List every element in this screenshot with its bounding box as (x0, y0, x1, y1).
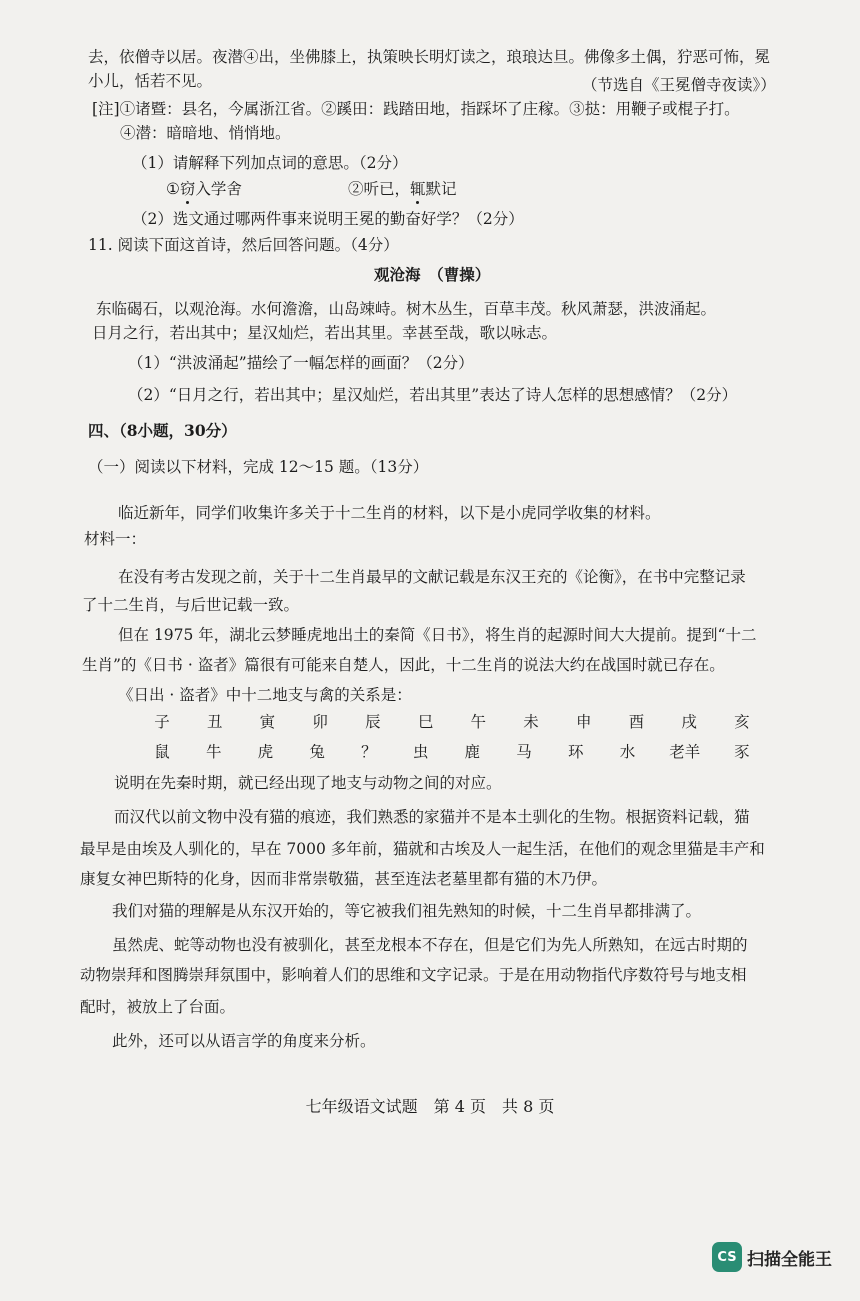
paragraph: 临近新年，同学们收集许多关于十二生肖的材料，以下是小虎同学收集的材料。 (118, 504, 661, 522)
dotted-word: 辄 (410, 180, 426, 198)
animal-cell: 兔 (309, 743, 325, 761)
paragraph: 说明在先秦时期，就已经出现了地支与动物之间的对应。 (114, 774, 502, 792)
earthly-branches-row (152, 711, 752, 733)
paragraph: 配时，被放上了台面。 (80, 998, 236, 1016)
item-text: 入学舍 (195, 180, 242, 198)
question-11: 11. 阅读下面这首诗，然后回答问题。（4分） (88, 236, 399, 254)
question-10-2: （2）选文通过哪两件事来说明王冕的勤奋好学？（2分） (132, 210, 524, 228)
branch-cell: 午 (470, 713, 487, 731)
paragraph: 《日出 · 盗者》中十二地支与禽的关系是： (118, 686, 412, 704)
question-11-1: （1）“洪波涌起”描绘了一幅怎样的画面？（2分） (128, 354, 474, 372)
animal-cell: 豕 (734, 743, 750, 761)
material-label: 材料一： (84, 530, 147, 548)
animal-cell: 水 (619, 743, 636, 761)
page-footer: 七年级语文试题 第 4 页 共 8 页 (305, 1097, 555, 1116)
animal-cell: 牛 (205, 743, 222, 761)
word-item-1 (166, 178, 242, 200)
branch-cell: 巳 (417, 713, 434, 731)
animal-cell: 老羊 (669, 743, 701, 761)
camscanner-logo-icon: CS (712, 1242, 742, 1272)
dotted-word: 窃 (179, 180, 196, 198)
question-10-1: （1）请解释下列加点词的意思。（2分） (132, 154, 408, 172)
animal-cell: 虎 (257, 743, 274, 761)
paragraph: 动物崇拜和图腾崇拜氛围中，影响着人们的思维和文字记录。于是在用动物指代序数符号与地支相 (80, 966, 747, 984)
branch-cell: 卯 (312, 713, 328, 731)
section-heading: 四、（8小题，30分） (88, 421, 237, 440)
paragraph: 我们对猫的理解是从东汉开始的，等它被我们祖先熟知的时候，十二生肖早都排满了。 (112, 902, 702, 920)
note-line: ④潜：暗暗地、悄悄地。 (120, 124, 291, 142)
item-text: 默记 (425, 180, 457, 198)
question-11-2: （2）“日月之行，若出其中；星汉灿烂，若出其里”表达了诗人怎样的思想感情？（2分） (128, 386, 738, 404)
branch-cell: 辰 (365, 713, 381, 731)
branch-cell: 丑 (206, 713, 223, 731)
item-number: ① (166, 180, 180, 198)
paragraph: 而汉代以前文物中没有猫的痕迹，我们熟悉的家猫并不是本土驯化的生物。根据资料记载，猫 (114, 808, 750, 826)
item-text: ②听已， (348, 180, 411, 198)
animal-cell: 鹿 (464, 743, 481, 761)
poem-title: 观沧海 （曹操） (374, 265, 491, 284)
note-line: [注]①诸暨：县名，今属浙江省。②蹊田：践踏田地，指踩坏了庄稼。③挞：用鞭子或棍子打。 (92, 100, 740, 118)
branch-cell: 寅 (259, 713, 276, 731)
animal-cell: 马 (516, 743, 532, 761)
branch-cell: 戌 (681, 713, 697, 731)
animal-cell: 虫 (412, 743, 429, 761)
branch-cell: 未 (523, 713, 539, 731)
paragraph: 虽然虎、蛇等动物也没有被驯化，甚至龙根本不存在，但是它们为先人所熟知，在远古时期的 (112, 936, 748, 954)
word-item-2 (348, 178, 457, 200)
source-citation: （节选自《王冕僧寺夜读》） (582, 76, 776, 94)
scanner-watermark (712, 1242, 832, 1272)
paragraph: 康复女神巴斯特的化身，因而非常崇敬猫，甚至连法老墓里都有猫的木乃伊。 (80, 870, 608, 888)
animals-row (152, 741, 752, 763)
scanner-brand-name: 扫描全能王 (747, 1249, 832, 1270)
paragraph: 在没有考古发现之前，关于十二生肖最早的文献记载是东汉王充的《论衡》，在书中完整记录 (118, 568, 746, 586)
poem-line: 东临碣石，以观沧海。水何澹澹，山岛竦峙。树木丛生，百草丰茂。秋风萧瑟，洪波涌起。 (96, 300, 717, 318)
subsection-heading: （一）阅读以下材料，完成 12～15 题。（13分） (88, 458, 429, 476)
paragraph: 生肖”的《日书 · 盗者》篇很有可能来自楚人，因此，十二生肖的说法大约在战国时就已存在。 (82, 656, 725, 674)
paragraph: 了十二生肖，与后世记载一致。 (82, 596, 300, 614)
animal-cell: 环 (567, 743, 584, 761)
branch-cell: 子 (154, 713, 170, 731)
animal-cell: 鼠 (154, 743, 170, 761)
text-line: 小儿，恬若不见。 (88, 72, 213, 90)
paragraph: 但在 1975 年，湖北云梦睡虎地出土的秦简《日书》，将生肖的起源时间大大提前。提到“十二 (118, 626, 757, 644)
text-line: 去，依僧寺以居。夜潜④出，坐佛膝上，执策映长明灯读之，琅琅达旦。佛像多土偶，狞恶可怖，冕 (88, 48, 771, 66)
branch-cell: 申 (575, 713, 592, 731)
branch-cell: 酉 (628, 713, 645, 731)
poem-line: 日月之行，若出其中；星汉灿烂，若出其里。幸甚至哉，歌以咏志。 (92, 324, 558, 342)
animal-cell: ？ (361, 743, 377, 761)
paragraph: 此外，还可以从语言学的角度来分析。 (112, 1032, 376, 1050)
paragraph: 最早是由埃及人驯化的，早在 7000 多年前，猫就和古埃及人一起生活，在他们的观念里猫是丰产和 (80, 840, 765, 858)
branch-cell: 亥 (734, 713, 750, 731)
